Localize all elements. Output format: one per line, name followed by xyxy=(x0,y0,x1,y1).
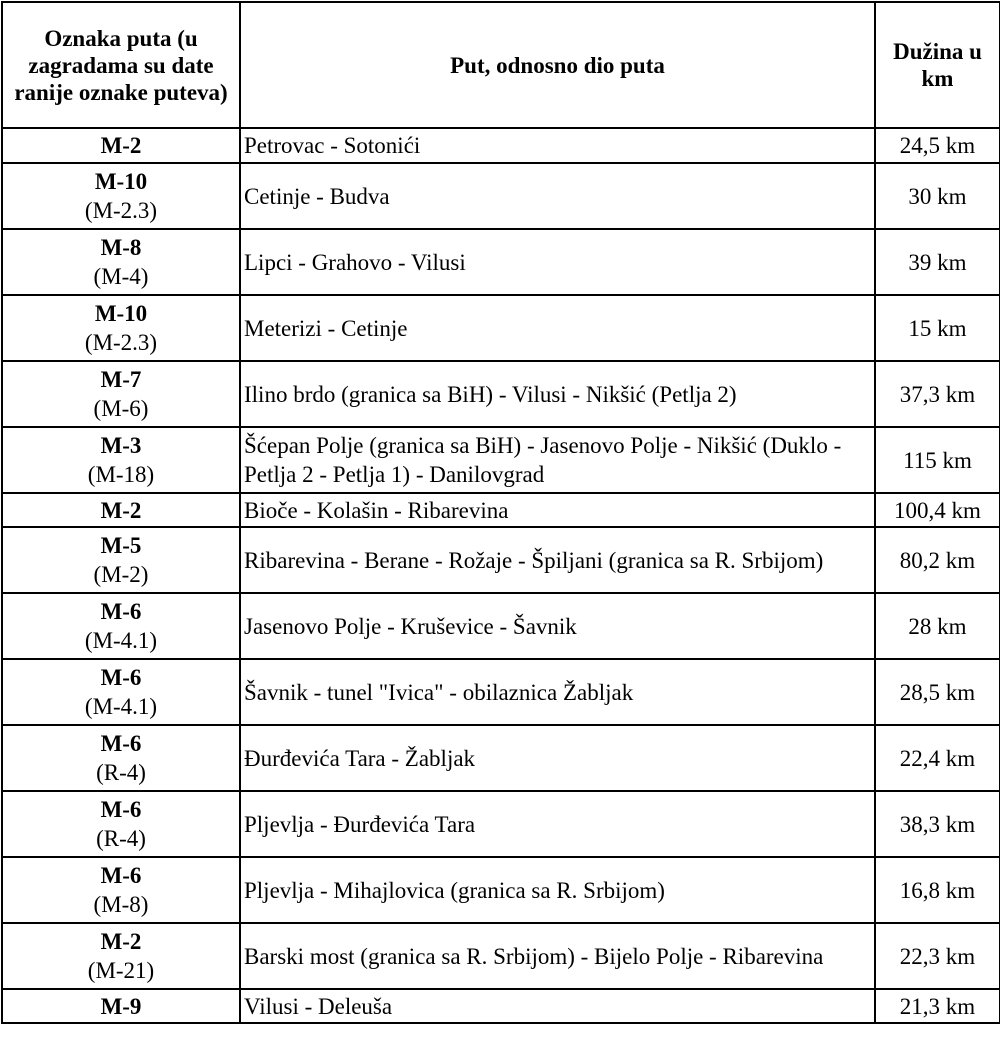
previous-road-code: (M-18) xyxy=(87,462,155,487)
road-code: M-5 xyxy=(100,533,142,558)
road-code-cell xyxy=(2,791,240,857)
previous-road-code: (M-4.1) xyxy=(84,694,158,719)
length-cell: 16,8 km xyxy=(875,857,1000,923)
road-code-cell xyxy=(2,527,240,593)
road-code: M-6 xyxy=(100,863,142,888)
length-cell: 30 km xyxy=(875,163,1000,229)
length-cell: 38,3 km xyxy=(875,791,1000,857)
length-cell: 24,5 km xyxy=(875,128,1000,163)
previous-road-code: (M-2) xyxy=(93,562,149,587)
road-code-cell xyxy=(2,493,240,527)
road-code-cell xyxy=(2,725,240,791)
route-cell: Ribarevina - Berane - Rožaje - Špiljani (granica sa R. Srbijom) xyxy=(240,527,875,593)
table-row xyxy=(2,427,1000,493)
length-cell: 21,3 km xyxy=(875,989,1000,1023)
road-code: M-10 xyxy=(94,301,148,326)
road-code: M-9 xyxy=(100,993,142,1019)
road-code: M-8 xyxy=(100,235,142,260)
table-row xyxy=(2,128,1000,163)
road-code: M-3 xyxy=(100,433,142,458)
header-row xyxy=(2,2,1000,128)
length-cell: 37,3 km xyxy=(875,361,1000,427)
route-cell: Ilino brdo (granica sa BiH) - Vilusi - Nikšić (Petlja 2) xyxy=(240,361,875,427)
header-length: Dužina u km xyxy=(875,2,1000,128)
road-code-cell xyxy=(2,989,240,1023)
length-cell: 80,2 km xyxy=(875,527,1000,593)
table-row xyxy=(2,229,1000,295)
length-cell: 28 km xyxy=(875,593,1000,659)
route-cell: Vilusi - Deleuša xyxy=(240,989,875,1023)
previous-road-code: (M-6) xyxy=(93,396,149,421)
table-row xyxy=(2,163,1000,229)
previous-road-code: (M-21) xyxy=(87,958,155,983)
road-code-cell xyxy=(2,593,240,659)
route-cell: Đurđevića Tara - Žabljak xyxy=(240,725,875,791)
length-cell: 22,4 km xyxy=(875,725,1000,791)
road-code: M-6 xyxy=(100,731,142,756)
table-row xyxy=(2,593,1000,659)
road-code-cell xyxy=(2,857,240,923)
length-cell: 15 km xyxy=(875,295,1000,361)
table-row xyxy=(2,295,1000,361)
road-code: M-2 xyxy=(100,497,142,523)
table-row xyxy=(2,527,1000,593)
road-code-cell xyxy=(2,163,240,229)
road-code-cell xyxy=(2,128,240,163)
roads-table xyxy=(1,1,1000,1024)
road-code: M-2 xyxy=(100,929,142,954)
table-row xyxy=(2,725,1000,791)
route-cell: Jasenovo Polje - Kruševice - Šavnik xyxy=(240,593,875,659)
road-code: M-10 xyxy=(94,169,148,194)
road-code-cell xyxy=(2,295,240,361)
route-cell: Šćepan Polje (granica sa BiH) - Jasenovo Polje - Nikšić (Duklo - Petlja 2 - Petlja 1) - Danilovgrad xyxy=(240,427,875,493)
table-row xyxy=(2,493,1000,527)
previous-road-code: (M-4.1) xyxy=(84,628,158,653)
previous-road-code: (M-8) xyxy=(93,892,149,917)
length-cell: 115 km xyxy=(875,427,1000,493)
table-row xyxy=(2,361,1000,427)
length-cell: 28,5 km xyxy=(875,659,1000,725)
table-row xyxy=(2,857,1000,923)
route-cell: Pljevlja - Đurđevića Tara xyxy=(240,791,875,857)
previous-road-code: (M-4) xyxy=(93,264,149,289)
table-row xyxy=(2,659,1000,725)
road-code: M-6 xyxy=(100,797,142,822)
route-cell: Lipci - Grahovo - Vilusi xyxy=(240,229,875,295)
header-code: Oznaka puta (u zagradama su date ranije oznake puteva) xyxy=(2,2,240,128)
table-body xyxy=(2,128,1000,1023)
table-row xyxy=(2,923,1000,989)
table-row xyxy=(2,791,1000,857)
route-cell: Bioče - Kolašin - Ribarevina xyxy=(240,493,875,527)
road-code: M-6 xyxy=(100,599,142,624)
previous-road-code: (M-2.3) xyxy=(84,198,158,223)
road-code-cell xyxy=(2,229,240,295)
road-code: M-2 xyxy=(100,133,142,158)
length-cell: 22,3 km xyxy=(875,923,1000,989)
length-cell: 100,4 km xyxy=(875,493,1000,527)
previous-road-code: (R-4) xyxy=(96,826,146,851)
route-cell: Barski most (granica sa R. Srbijom) - Bijelo Polje - Ribarevina xyxy=(240,923,875,989)
previous-road-code: (R-4) xyxy=(96,760,146,785)
header-route: Put, odnosno dio puta xyxy=(240,2,875,128)
route-cell: Cetinje - Budva xyxy=(240,163,875,229)
road-code-cell xyxy=(2,659,240,725)
road-code: M-7 xyxy=(100,367,142,392)
table-row xyxy=(2,989,1000,1023)
previous-road-code: (M-2.3) xyxy=(84,330,158,355)
route-cell: Petrovac - Sotonići xyxy=(240,128,875,163)
route-cell: Meterizi - Cetinje xyxy=(240,295,875,361)
road-code-cell xyxy=(2,361,240,427)
length-cell: 39 km xyxy=(875,229,1000,295)
route-cell: Šavnik - tunel "Ivica" - obilaznica Žabljak xyxy=(240,659,875,725)
road-code-cell xyxy=(2,427,240,493)
route-cell: Pljevlja - Mihajlovica (granica sa R. Srbijom) xyxy=(240,857,875,923)
road-code: M-6 xyxy=(100,665,142,690)
road-code-cell xyxy=(2,923,240,989)
